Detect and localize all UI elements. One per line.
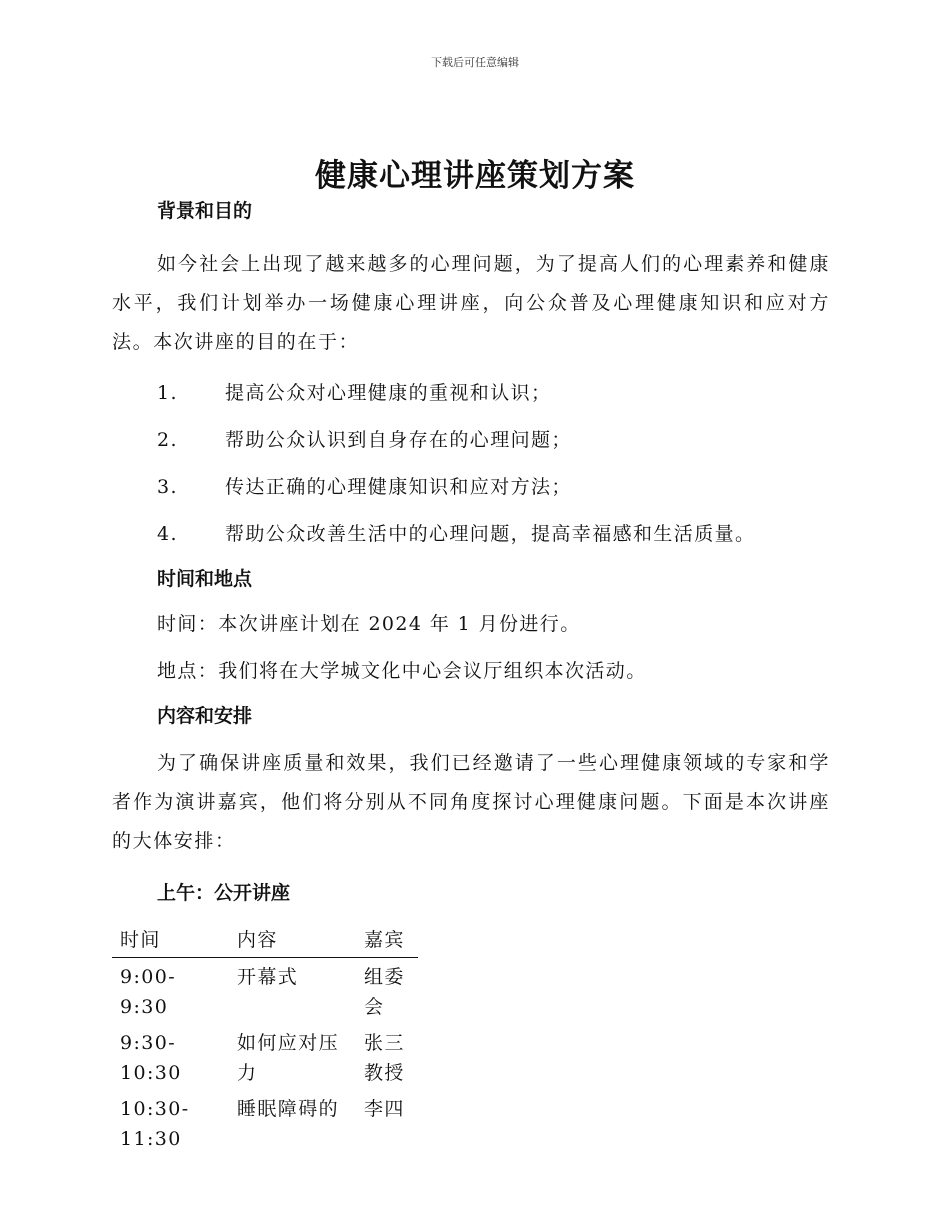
table-header-time: 时间 [112, 925, 229, 958]
table-cell-content: 如何应对压力 [237, 1032, 340, 1084]
table-header-guest: 嘉宾 [356, 925, 418, 958]
list-item-text: 提高公众对心理健康的重视和认识； [225, 382, 552, 404]
list-item-text: 帮助公众认识到自身存在的心理问题； [225, 429, 572, 451]
time-line: 时间：本次讲座计划在 2024 年 1 月份进行。 [157, 613, 581, 635]
table-cell-content: 开幕式 [237, 966, 299, 988]
table-cell-guest: 张三教授 [364, 1032, 405, 1084]
background-paragraph: 如今社会上出现了越来越多的心理问题，为了提高人们的心理素养和健康水平，我们计划举办一场健康心理讲座，向公众普及心理健康知识和应对方法。本次讲座的目的在于： [112, 253, 830, 353]
list-item [112, 519, 830, 549]
document-body [112, 195, 830, 1156]
table-cell-time: 9:00-9:30 [120, 966, 177, 1018]
section-heading-time-place: 时间和地点 [157, 568, 253, 590]
list-item-number: 1. [157, 382, 178, 404]
table-cell-guest: 李四 [364, 1098, 405, 1120]
document-title: 健康心理讲座策划方案 [315, 158, 635, 194]
list-item-number: 4. [157, 523, 178, 545]
table-cell-guest: 组委会 [364, 966, 405, 1018]
table-cell-content: 睡眠障碍的 [237, 1098, 340, 1120]
section-heading-content: 内容和安排 [157, 705, 253, 727]
list-item-text: 帮助公众改善生活中的心理问题，提高幸福感和生活质量。 [225, 523, 756, 545]
table-cell-time: 9:30-10:30 [120, 1032, 182, 1084]
section-heading-background: 背景和目的 [157, 200, 253, 222]
list-item [112, 378, 830, 408]
table-header-row [112, 925, 418, 958]
list-item-number: 3. [157, 476, 178, 498]
place-line: 地点：我们将在大学城文化中心会议厅组织本次活动。 [157, 660, 647, 682]
table-row [112, 958, 418, 1025]
morning-session-heading: 上午：公开讲座 [157, 882, 291, 904]
content-paragraph: 为了确保讲座质量和效果，我们已经邀请了一些心理健康领域的专家和学者作为演讲嘉宾，他们将分别从不同角度探讨心理健康问题。下面是本次讲座的大体安排： [112, 752, 830, 852]
table-row [112, 1090, 418, 1156]
list-item-text: 传达正确的心理健康知识和应对方法； [225, 476, 572, 498]
table-row [112, 1024, 418, 1090]
table-header-content: 内容 [229, 925, 356, 958]
table-cell-time: 10:30-11:30 [120, 1098, 190, 1150]
list-item [112, 472, 830, 502]
purpose-list [112, 378, 830, 549]
list-item-number: 2. [157, 429, 178, 451]
schedule-table [112, 925, 418, 1156]
list-item [112, 425, 830, 455]
header-note: 下载后可任意编辑 [431, 56, 519, 69]
